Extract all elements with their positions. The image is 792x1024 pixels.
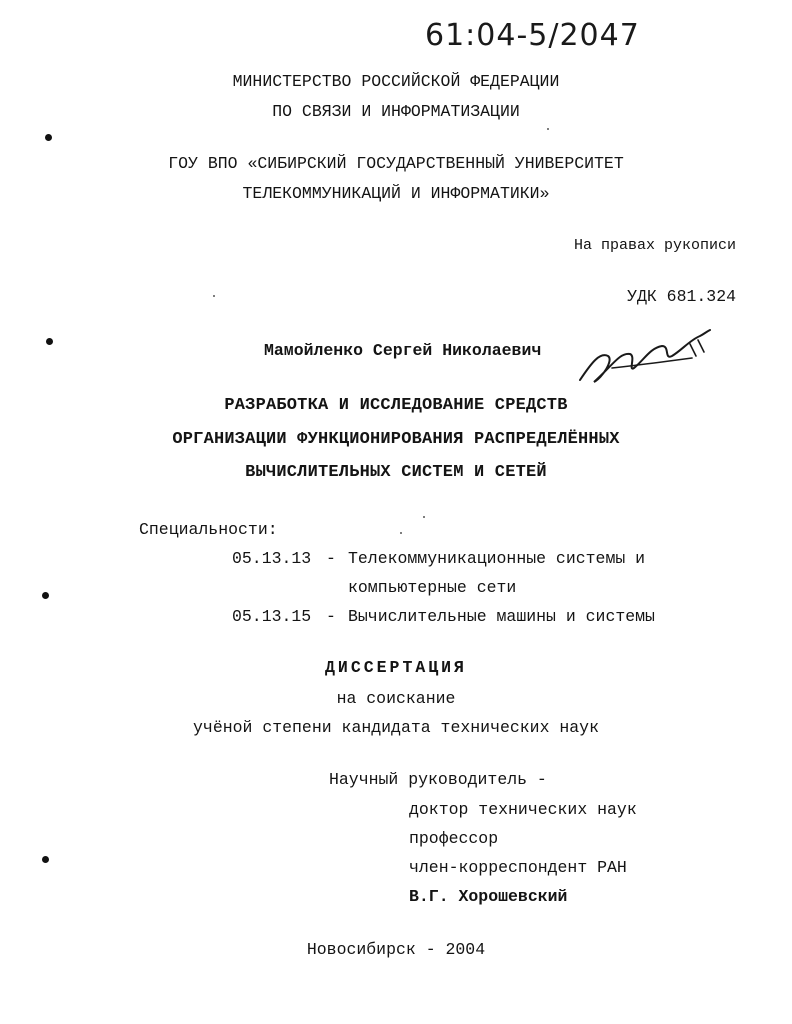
binder-hole-mark [46, 338, 53, 345]
university-line-2: ТЕЛЕКОММУНИКАЦИЙ И ИНФОРМАТИКИ» [242, 184, 550, 203]
specialty-dash: - [326, 549, 336, 568]
dissertation-title-line-3: ВЫЧИСЛИТЕЛЬНЫХ СИСТЕМ И СЕТЕЙ [245, 463, 547, 482]
ministry-line-2: ПО СВЯЗИ И ИНФОРМАТИЗАЦИИ [272, 102, 520, 121]
supervisor-degree: доктор технических наук [409, 800, 637, 819]
binder-hole-mark [45, 134, 52, 141]
binder-hole-mark [42, 856, 49, 863]
ministry-line-1: МИНИСТЕРСТВО РОССИЙСКОЙ ФЕДЕРАЦИИ [232, 72, 560, 91]
university-line-1: ГОУ ВПО «СИБИРСКИЙ ГОСУДАРСТВЕННЫЙ УНИВЕРСИТЕТ [168, 154, 624, 173]
specialty-code: 05.13.13 [232, 549, 312, 568]
scan-speck [423, 516, 425, 518]
archive-number: 61:04-5/2047 [425, 18, 640, 53]
scan-speck [213, 295, 215, 297]
udk-code: УДК 681.324 [627, 287, 736, 306]
city-year: Новосибирск - 2004 [306, 940, 486, 959]
supervisor-name: В.Г. Хорошевский [409, 887, 568, 906]
dissertation-title-line-1: РАЗРАБОТКА И ИССЛЕДОВАНИЕ СРЕДСТВ [224, 396, 568, 415]
specialty-name: Вычислительные машины и системы [348, 607, 655, 626]
binder-hole-mark [42, 592, 49, 599]
scan-speck [400, 532, 402, 534]
document-type: ДИССЕРТАЦИЯ [325, 658, 467, 677]
specialty-name: Телекоммуникационные системы и [348, 549, 646, 568]
degree-line-3: учёной степени кандидата технических наук [193, 718, 599, 737]
scan-speck [547, 128, 549, 130]
degree-line-2: на соискание [336, 689, 456, 708]
dissertation-title-line-2: ОРГАНИЗАЦИИ ФУНКЦИОНИРОВАНИЯ РАСПРЕДЕЛЁННЫХ [172, 430, 620, 449]
author-name: Мамойленко Сергей Николаевич [264, 341, 542, 360]
supervisor-title: профессор [409, 829, 499, 848]
author-signature [572, 322, 722, 394]
supervisor-membership: член-корреспондент РАН [409, 858, 627, 877]
supervisor-label: Научный руководитель - [329, 770, 547, 789]
specialty-code: 05.13.15 [232, 607, 312, 626]
specialty-name-continued: компьютерные сети [348, 578, 517, 597]
specialties-label: Специальности: [139, 520, 278, 539]
specialty-dash: - [326, 607, 336, 626]
manuscript-note: На правах рукописи [573, 237, 736, 254]
